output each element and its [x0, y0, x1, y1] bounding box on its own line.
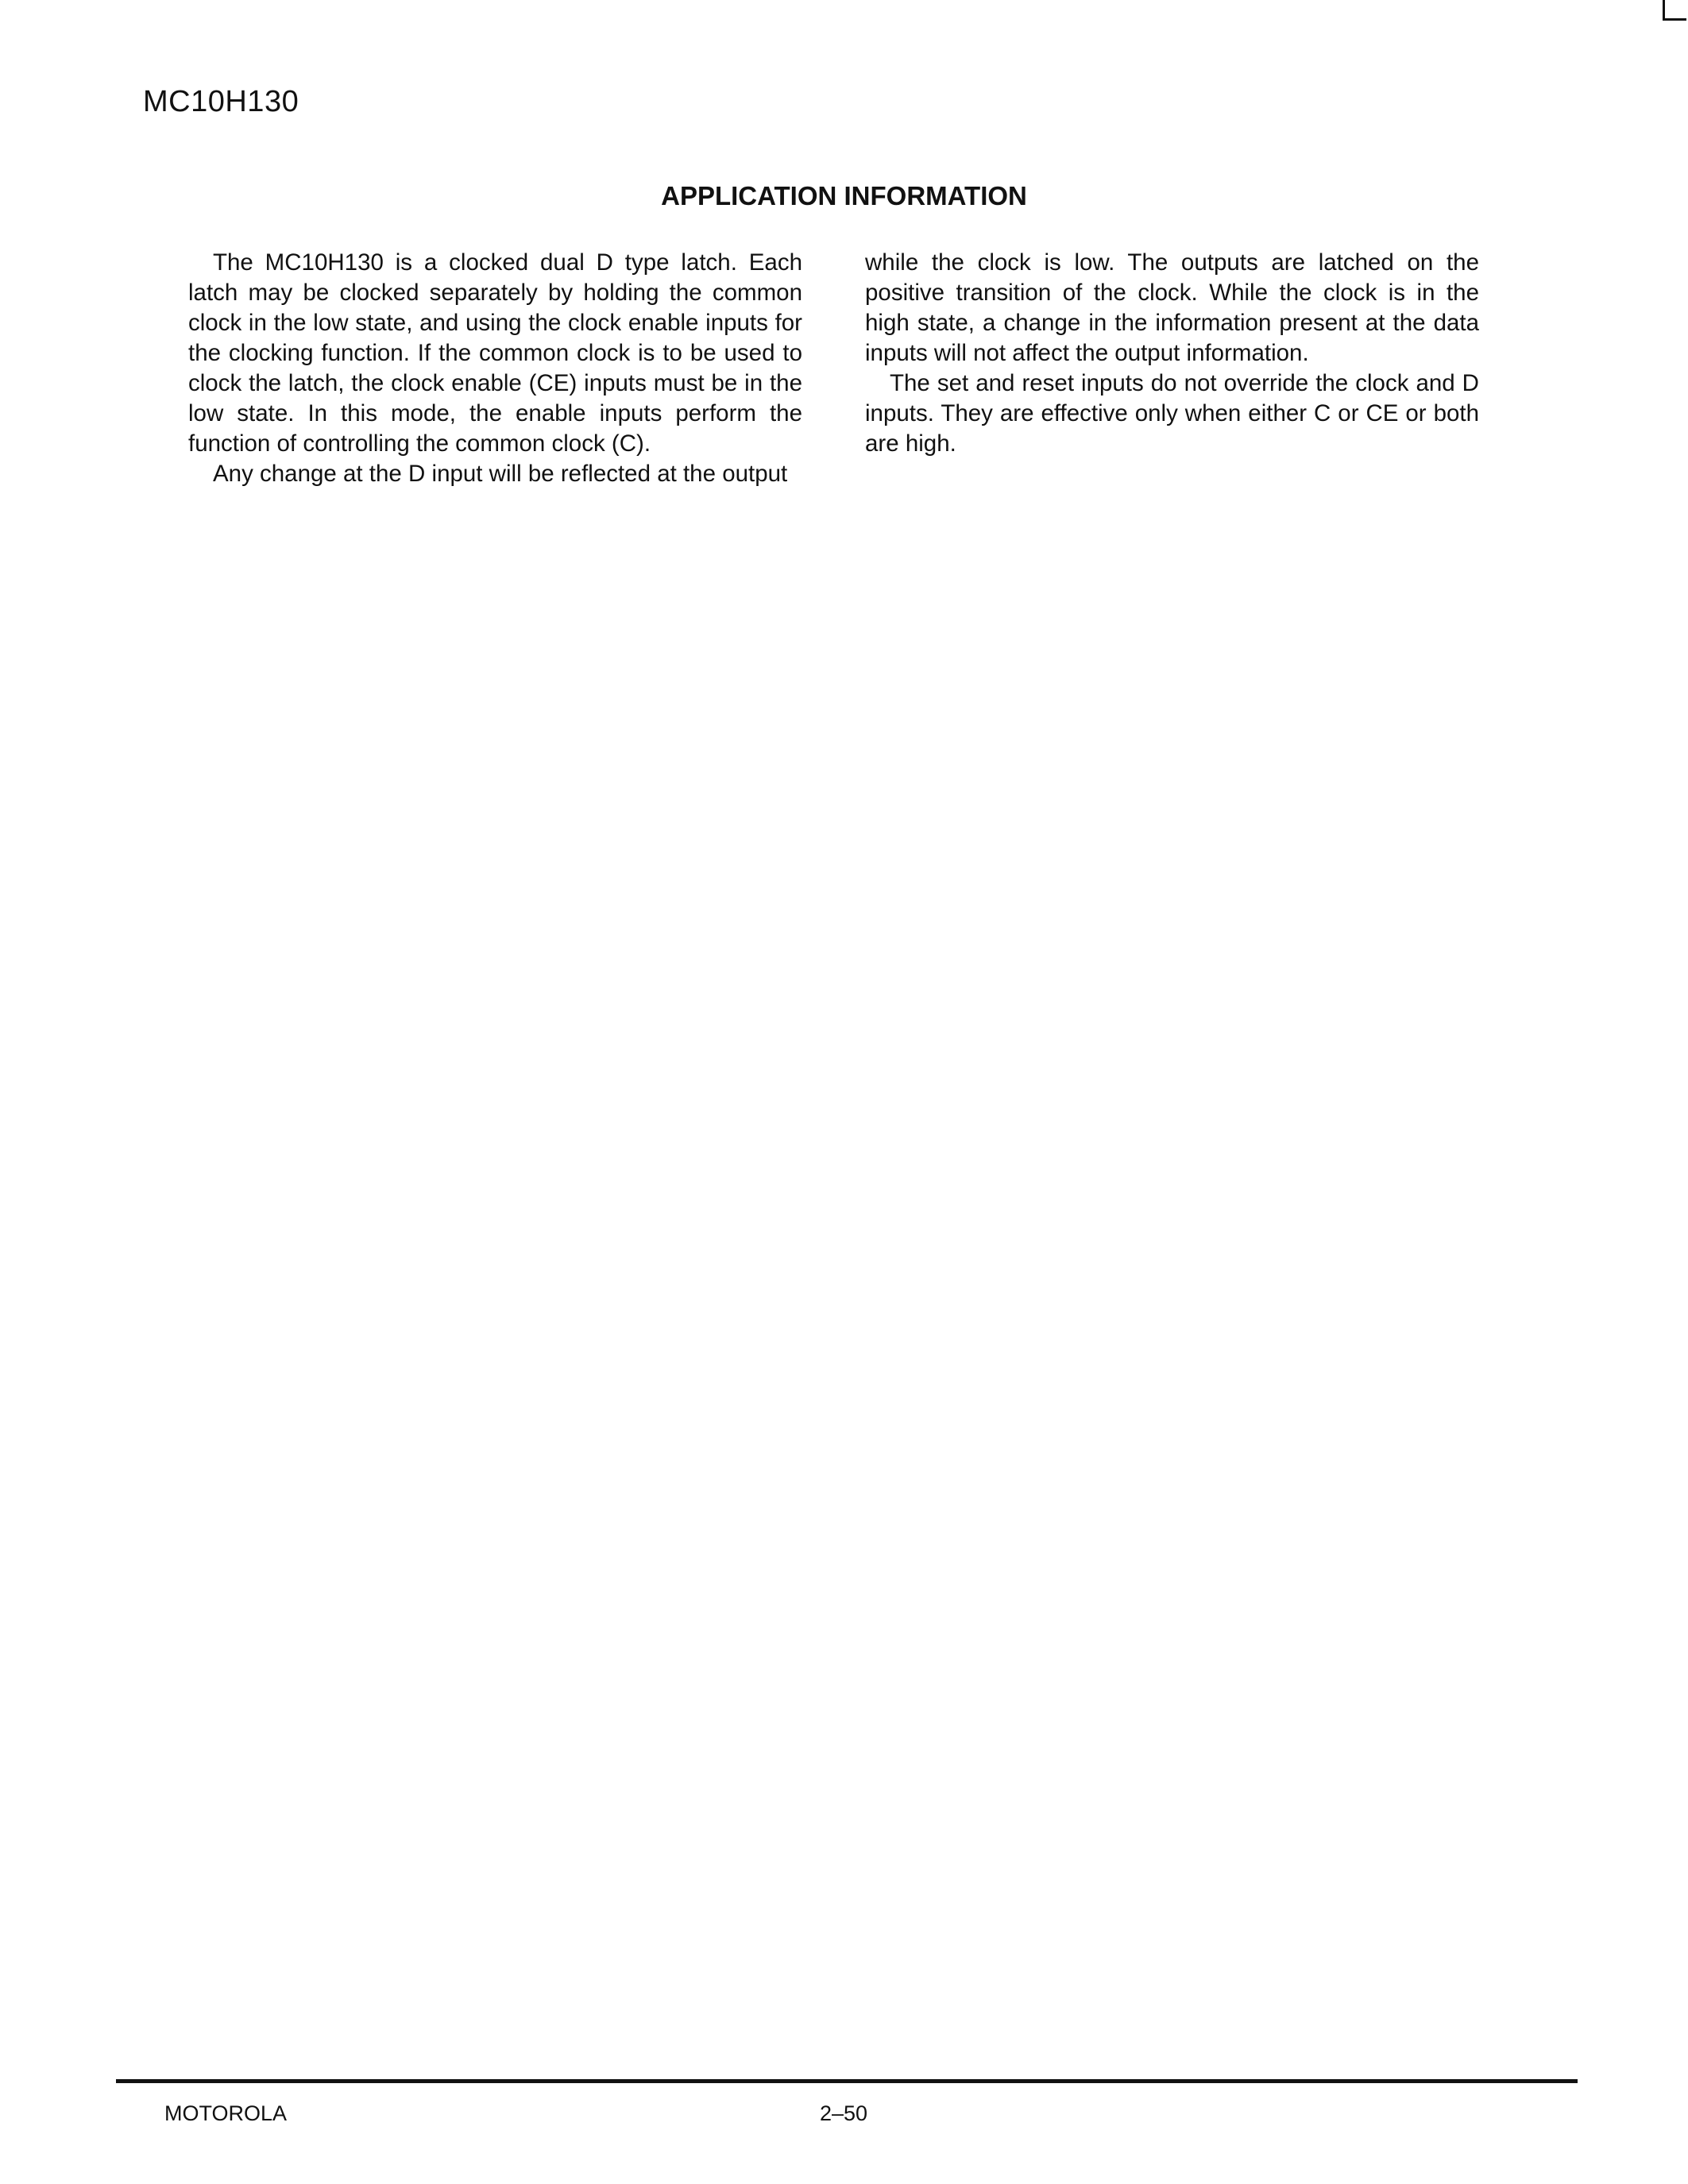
paragraph-intro: The MC10H130 is a clocked dual D type latch. Each latch may be clocked separately by holding the common clock in the low state, and using the clock enable inputs for the clocking function. If the common clock is to be used to clock the latch, the clock enable (CE) inputs must be in the low state. In this mode, the enable inputs perform the function of controlling the common clock (C).	[188, 249, 802, 457]
part-number-header: MC10H130	[143, 85, 299, 118]
text-column-left	[188, 248, 802, 489]
footer-brand: MOTOROLA	[164, 2101, 288, 2125]
paragraph-d-input-continued: while the clock is low. The outputs are latched on the positive transition of the clock. While the clock is in the high state, a change in the information present at the data inputs will not affect the output information.	[865, 249, 1479, 366]
footer-page-number: 2–50	[820, 2101, 868, 2125]
footer-divider	[116, 2079, 1578, 2083]
text-column-right	[865, 248, 1479, 459]
paragraph-d-input-start: Any change at the D input will be reflected at the output	[213, 461, 788, 487]
paragraph-set-reset: The set and reset inputs do not override the clock and D inputs. They are effective only when either C or CE or both are high.	[865, 370, 1479, 457]
section-title: APPLICATION INFORMATION	[661, 181, 1027, 210]
corner-crop-mark	[1663, 0, 1686, 21]
